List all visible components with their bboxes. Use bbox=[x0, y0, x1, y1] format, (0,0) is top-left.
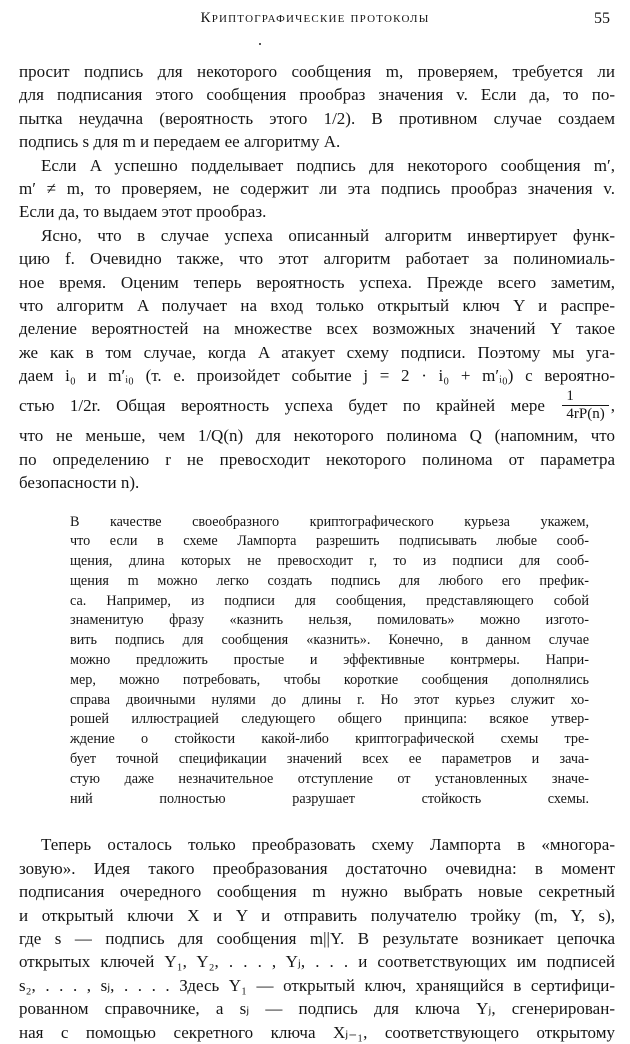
remark-line: можно предложить простые и эффективные контрмеры. Напри- bbox=[70, 652, 589, 669]
text-line: подписания очередного сообщения m нужно выбрать новые секретный bbox=[19, 882, 615, 902]
page-number: 55 bbox=[594, 10, 610, 27]
text-line: подпись s для m и передаем ее алгоритму A. bbox=[19, 132, 341, 152]
text-line: просит подпись для некоторого сообщения m, проверяем, требуется ли bbox=[19, 62, 615, 81]
remark-line: щения m можно легко создать подпись для любого его префик- bbox=[70, 572, 589, 589]
remark-line: стую даже незначительное отступление от установленных значе- bbox=[70, 770, 589, 787]
text-line: где s — подпись для сообщения m||Y. В результате возникает цепочка bbox=[19, 929, 615, 949]
text-line: ное время. Оценим теперь вероятность успеха. Прежде всего заметим, bbox=[19, 272, 615, 292]
remark-block bbox=[70, 513, 589, 810]
text-line: деление вероятностей на множестве всех возможных значений Y такое bbox=[19, 319, 615, 339]
fraction-numerator: 1 bbox=[562, 388, 608, 406]
remark-line: бует точной спецификации значений всех ее параметров и зача- bbox=[70, 751, 589, 768]
remark-line: В качестве своеобразного криптографического курьеза укажем, bbox=[70, 513, 589, 530]
text-line: и открытый ключи X и Y и отправить получателю тройку (m, Y, s), bbox=[19, 905, 615, 925]
remark-line: вить подпись для сообщения «казнить». Конечно, в данном случае bbox=[70, 632, 589, 649]
paragraph-2 bbox=[19, 154, 615, 224]
print-speck bbox=[259, 43, 261, 45]
text-line: рованном справочнике, а sⱼ — подпись для ключа Yⱼ, сгенерирован- bbox=[19, 999, 615, 1019]
fraction-line-suffix: , bbox=[610, 395, 615, 415]
text-line: зовую». Идея такого преобразования достаточно очевидна: в момент bbox=[19, 858, 615, 878]
text-line: Теперь осталось только преобразовать схему Лампорта в «многора- bbox=[41, 835, 615, 855]
text-line: Если A успешно подделывает подпись для некоторого сообщения m′, bbox=[41, 155, 615, 175]
running-title: Криптографические протоколы bbox=[200, 10, 430, 26]
text-line: цию f. Очевидно также, что этот алгоритм работает за полиномиаль- bbox=[19, 249, 615, 269]
text-line: ная с помощью секретного ключа Xⱼ₋₁, соответствующего открытому bbox=[19, 1022, 615, 1042]
fraction-line bbox=[19, 388, 615, 425]
text-line: открытых ключей Y₁, Y₂, . . . , Yⱼ, . . . и соответствующих им подписей bbox=[19, 952, 615, 972]
text-line: же как в том случае, когда A атакует схему подписи. Поэтому мы уга- bbox=[19, 342, 615, 362]
remark-line: знаменитую фразу «казнить нельзя, помиловать» можно изгото- bbox=[70, 612, 589, 629]
text-line: что не меньше, чем 1/Q(n) для некоторого полинома Q (напомним, что bbox=[19, 426, 615, 446]
fraction-line-prefix: стью 1/2r. Общая вероятность успеха будет по крайней мере bbox=[19, 395, 545, 415]
paragraph-1 bbox=[19, 60, 615, 154]
remark-line: рошей иллюстрацией следующего общего принципа: всякое утвер- bbox=[70, 711, 589, 728]
paragraph-3 bbox=[19, 224, 615, 495]
remark-line: ждение о стойкости какой-либо криптографической схемы тре- bbox=[70, 731, 589, 748]
text-line: что алгоритм A получает на вход только открытый ключ Y и распре- bbox=[19, 296, 615, 316]
text-line: безопасности n). bbox=[19, 473, 140, 493]
body-text bbox=[19, 60, 615, 1044]
text-line: по определению r не превосходит некоторого полинома от параметра bbox=[19, 449, 615, 469]
text-line: пытка неудачна (вероятность этого 1/2). В противном случае создаем bbox=[19, 108, 615, 128]
text-line: Если да, то выдаем этот прообраз. bbox=[19, 202, 267, 222]
text-line: Ясно, что в случае успеха описанный алгоритм инвертирует функ- bbox=[41, 225, 615, 245]
remark-line: са. Например, из подписи для сообщения, представляющего собой bbox=[70, 592, 589, 609]
paragraph-4 bbox=[19, 833, 615, 1044]
remark-line: что если в схеме Лампорта разрешить подписывать любые сооб- bbox=[70, 533, 589, 550]
running-head bbox=[20, 8, 610, 32]
remark-line: справа двоичными нулями до длины r. Но этот курьез служит хо- bbox=[70, 691, 589, 708]
fraction bbox=[562, 388, 608, 423]
remark-line: щения, длина которых не превосходит r, то из подписи для сооб- bbox=[70, 553, 589, 570]
fraction-denominator: 4rP(n) bbox=[566, 406, 605, 423]
text-line: даем i₀ и m′ᵢ₀ (т. е. произойдет событие j = 2 · i₀ + m′ᵢ₀) с вероятно- bbox=[19, 366, 615, 386]
text-line: для подписания этого сообщения прообраз значения v. Если да, то по- bbox=[19, 85, 615, 105]
remark-line: мер, можно потребовать, чтобы короткие сообщения дополнялись bbox=[70, 671, 589, 688]
text-line: s₂, . . . , sⱼ, . . . . Здесь Y₁ — открытый ключ, хранящийся в сертифици- bbox=[19, 975, 615, 995]
remark-line: ний полностью разрушает стойкость схемы. bbox=[70, 790, 589, 807]
text-line: m′ ≠ m, то проверяем, не содержит ли эта подпись прообраз значения v. bbox=[19, 179, 615, 199]
